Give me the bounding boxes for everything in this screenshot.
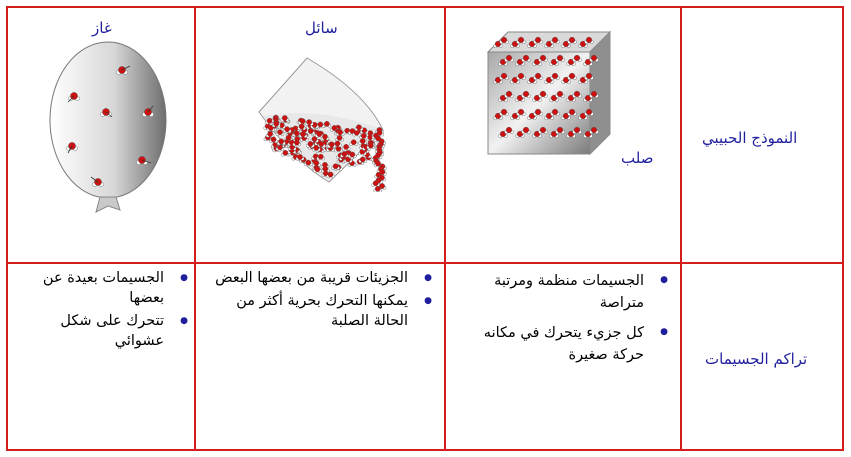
liquid-point-1: ● الجزيئات قريبة من بعضها البعض xyxy=(206,268,434,288)
gas-header: غاز xyxy=(92,19,112,37)
gas-point-1: ● الجسيمات بعيدة عن بعضها xyxy=(30,268,190,308)
gas-point-2: ● تتحرك على شكل عشوائي xyxy=(30,311,190,351)
solid-point-1: ● الجسيمات منظمة ومرتبة متراصة xyxy=(455,270,670,314)
particle-arrangement-label: تراكم الجسيمات xyxy=(705,350,808,368)
gas-balloon-illustration xyxy=(44,40,172,220)
liquid-header: سائل xyxy=(305,19,338,37)
solid-cube-illustration xyxy=(484,28,614,158)
particle-model-label: النموذج الحبيبي xyxy=(702,129,798,147)
liquid-properties-list xyxy=(206,268,434,334)
gas-properties-list xyxy=(30,268,190,354)
solid-point-2: ● كل جزيء يتحرك في مكانه حركة صغيرة xyxy=(455,322,670,366)
solid-header: صلب xyxy=(621,149,654,167)
liquid-beaker-illustration xyxy=(255,52,405,192)
solid-properties-list xyxy=(455,270,670,369)
liquid-point-2: ● يمكنها التحرك بحرية أكثر من الحالة الصلبة xyxy=(206,291,434,331)
